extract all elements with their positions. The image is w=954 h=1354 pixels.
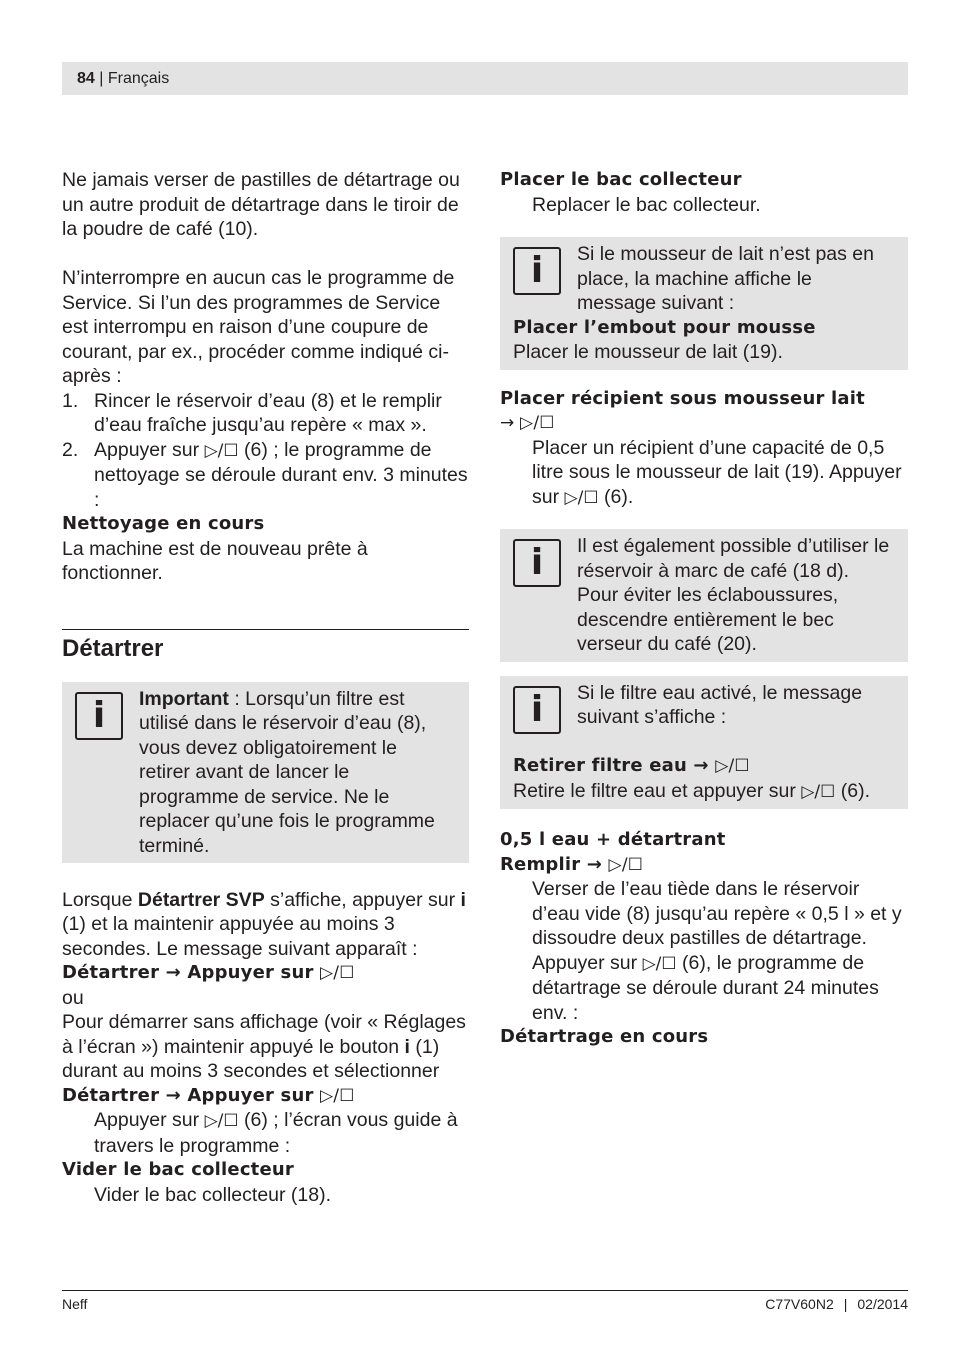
footer-model: C77V60N2 <box>765 1296 834 1312</box>
footer-date: 02/2014 <box>857 1296 908 1312</box>
start-stop-icon: ▷/☐ <box>608 854 644 875</box>
display-message <box>500 411 908 436</box>
service-paragraph: N’interrompre en aucun cas le programme de Service. Si l’un des programmes de Service est interrompu en raison d’une coupure de courant, par ex., procéder comme indiqué ci-après : <box>62 267 455 387</box>
info-box-important <box>62 682 469 864</box>
start-stop-icon: ▷/☐ <box>320 1085 355 1106</box>
warning-paragraph: Ne jamais verser de pastilles de détartrage ou un autre produit de détartrage dans le tiroir de la poudre de café (10). <box>62 169 460 240</box>
display-message: Nettoyage en cours <box>62 513 265 534</box>
list-item-1 <box>62 389 469 438</box>
info-icon: i <box>513 539 561 587</box>
display-message: Placer l’embout pour mousse <box>513 316 816 338</box>
important-text: : Lorsqu’un filtre est utilisé dans le réservoir d’eau (8), vous devez obligatoirement le retirer avant de lancer le programme de service. Ne le replacer qu’une fois le programme terminé. <box>139 687 435 857</box>
display-message: Remplir → ▷/☐ <box>500 853 644 875</box>
start-stop-icon: ▷/☐ <box>642 953 677 974</box>
list-text: Rincer le réservoir d’eau (8) et le remplir d’eau fraîche jusqu’au repère « max ». <box>94 389 442 436</box>
display-message: Placer récipient sous mousseur lait <box>500 387 865 409</box>
info-icon: i <box>513 686 561 734</box>
page-number: 84 <box>77 70 95 87</box>
header-separator: | <box>94 70 108 87</box>
start-stop-icon: ▷/☐ <box>715 756 750 776</box>
or-text: ou <box>62 986 84 1009</box>
list-item-2 <box>62 438 469 513</box>
info-text: Si le filtre eau activé, le message suivant s’affiche : <box>577 681 863 728</box>
important-label: Important <box>139 687 229 710</box>
instruction-paragraph: Verser de l’eau tiède dans le réservoir d’eau vide (8) jusqu’au repère « 0,5 l » et y dissoudre deux pastilles de détartrage. Appuyer sur ▷/☐ (6), le programme de détartrage se déroule durant 24 minutes env. : <box>532 878 902 1024</box>
info-icon: i <box>513 247 561 295</box>
info-text: Retire le filtre eau et appuyer sur ▷/☐ (6). <box>513 779 871 802</box>
display-message: 0,5 l eau + détartrant <box>500 829 726 850</box>
display-message: Détartrer → Appuyer sur ▷/☐ <box>62 962 355 983</box>
info-box-mousseur <box>500 237 908 370</box>
list-text: Appuyer sur <box>94 438 205 461</box>
instruction-paragraph: Lorsque Détartrer SVP s’affiche, appuyer sur i (1) et la maintenir appuyée au moins 3 secondes. Le message suivant apparaît : <box>62 888 466 960</box>
info-text: Placer le mousseur de lait (19). <box>513 341 783 363</box>
footer-info <box>765 1296 908 1312</box>
list-text: (6) ; le programme de nettoyage se déroule durant env. 3 minutes : <box>94 438 468 511</box>
display-message: Retirer filtre eau → ▷/☐ <box>513 755 750 776</box>
header-language: Français <box>107 70 170 87</box>
list-number: 2. <box>62 438 79 461</box>
ready-paragraph: La machine est de nouveau prête à fonctionner. <box>62 537 368 584</box>
info-text: Il est également possible d’utiliser le réservoir à marc de café (18 d). Pour éviter les éclaboussures, descendre entièrement le bec verseur du café (20). <box>577 535 890 655</box>
display-message: Vider le bac collecteur <box>62 1159 294 1180</box>
footer-divider <box>62 1290 908 1291</box>
info-box-filtre <box>500 676 908 810</box>
info-text: Si le mousseur de lait n’est pas en place, la machine affiche le message suivant : <box>577 243 874 314</box>
instruction-paragraph: Vider le bac collecteur (18). <box>94 1183 332 1206</box>
footer-separator: | <box>843 1296 848 1312</box>
display-message: Placer le bac collecteur <box>500 169 742 190</box>
instruction-paragraph: Placer un récipient d’une capacité de 0,5 litre sous le mousseur de lait (19). Appuyer sur ▷/☐ (6). <box>532 436 902 508</box>
left-column <box>62 168 469 1207</box>
start-stop-icon: ▷/☐ <box>320 963 355 983</box>
display-message: Détartrer → Appuyer sur ▷/☐ <box>62 1084 355 1106</box>
instruction-paragraph: Pour démarrer sans affichage (voir « Réglages à l’écran ») maintenir appuyé le bouton i (1) durant au moins 3 secondes et sélectionner <box>62 1011 466 1082</box>
info-box-marc <box>500 529 908 662</box>
start-stop-icon: → ▷/☐ <box>500 413 555 433</box>
right-column <box>500 168 908 1050</box>
footer-brand: Neff <box>62 1296 88 1312</box>
display-message: Détartrage en cours <box>500 1026 709 1047</box>
page-header <box>62 62 908 95</box>
info-icon: i <box>75 692 123 740</box>
start-stop-icon: ▷/☐ <box>204 1111 239 1131</box>
list-number: 1. <box>62 389 79 412</box>
section-title: Détartrer <box>62 634 164 662</box>
section-divider <box>62 629 469 630</box>
instruction-paragraph: Replacer le bac collecteur. <box>532 193 761 216</box>
instruction-paragraph: Appuyer sur ▷/☐ (6) ; l’écran vous guide à travers le programme : <box>94 1109 458 1157</box>
start-stop-icon: ▷/☐ <box>801 781 836 802</box>
start-stop-icon: ▷/☐ <box>564 487 599 508</box>
start-stop-icon: ▷/☐ <box>204 440 239 461</box>
